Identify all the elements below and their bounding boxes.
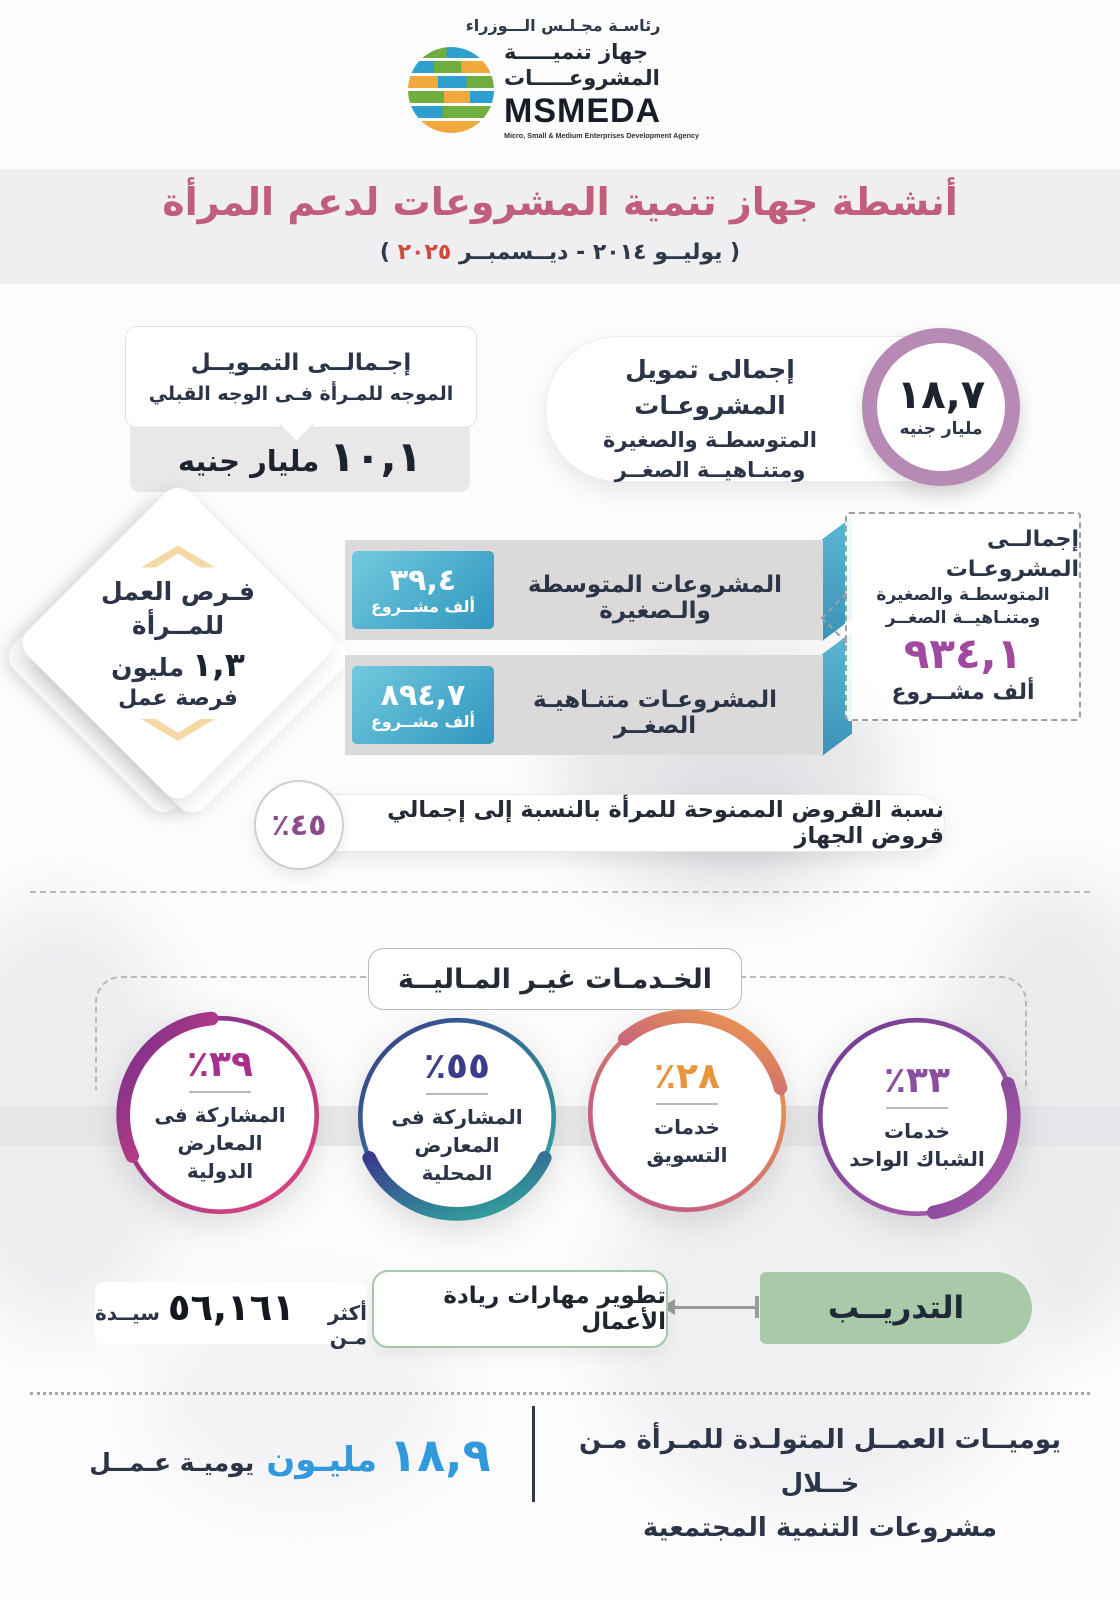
medium-small-label: المشروعات المتوسطة والـصغيرة [527,572,783,624]
service-gauge-marketing: ٢٨٪ خدمات التسويق [582,1008,792,1218]
divider [656,1103,718,1105]
micro-value-box: ٨٩٤,٧ ألف مشــروع [352,666,494,744]
total-funding-unit: مليار جنيه [899,419,983,439]
brand-subtitle: Micro, Small & Medium Enterprises Development Agency [504,131,700,141]
loans-ratio-badge [254,780,344,870]
total-projects-value: ٩٣٤,١ [903,629,1023,679]
dotted-separator [30,1392,1090,1395]
gov-line: رئاسـة مجـلـس الـــوزراء [465,16,661,35]
workdays-amount: ١٨,٩ [389,1428,491,1482]
training-skill-box: تطوير مهارات ريادة الأعمال [372,1270,668,1348]
upper-egypt-unit: مليار جنيه [177,444,320,478]
service-pct: ٢٨٪ [654,1055,720,1097]
vertical-divider [532,1406,535,1502]
medium-small-value-box: ٣٩,٤ ألف مشــروع [352,551,494,629]
upper-egypt-amount: ١٠,١ [329,432,423,481]
upper-egypt-value [130,432,470,481]
loans-ratio-bar [300,794,945,852]
arrow-line [674,1306,758,1309]
workdays-description: يوميــات العمــل المتولـدة للمـرأة مـن خــلال مشروعات التنمية المجتمعية [579,1425,1061,1544]
brand-name: MSMEDA [504,91,662,130]
jobs-value: ١,٣ مليون [111,644,245,684]
micro-label: المشروعـات متنـاهيـة الصغــر [533,687,777,739]
agency-name-line1: جهاز تنميـــــة [504,40,649,64]
service-pct: ٣٩٪ [187,1043,253,1085]
divider [189,1091,251,1093]
total-funding-value: ١٨,٧ [896,372,986,418]
date-year: ٢٠٢٥ [397,240,452,265]
page-title: أنشطة جهاز تنمية المشروعات لدعم المرأة [162,180,958,224]
msmeda-logo [408,16,718,140]
workdays-value: ١٨,٩ مليـون يوميـة عـمــل [89,1428,491,1482]
service-gauge-international-exhibitions: ٣٩٪ المشاركة فى المعارض الدولية [115,1010,325,1220]
women-count-value: ٥٦,١٦١ [167,1286,295,1329]
training-pill [760,1272,1032,1344]
service-gauge-local-exhibitions: ٥٥٪ المشاركة فى المعارض المحلية [352,1012,562,1222]
jobs-diamond-content: فـرص العمل للمــرأة ١,٣ مليون فرصة عمل [58,528,298,758]
service-pct: ٣٣٪ [884,1059,950,1101]
services-header: الخـدمـات غيـر المـاليــة [368,948,742,1010]
globe-logo-icon [408,47,494,133]
service-pct: ٥٥٪ [424,1045,490,1087]
upper-egypt-funding-card: إجـمالــى التمـويــل الموجه للمـرأة فـى الوجه القبلي [125,326,477,428]
divider [426,1093,488,1095]
total-funding-text: إجمالى تمويل المشروعـات المتوسطـة والصغيرة ومتنـاهيــة الصغــر [603,355,817,482]
loans-ratio-value: ٤٥٪ [271,807,327,843]
trained-women-count: أكثر مـن ٥٦,١٦١ سيــدة [95,1282,367,1344]
chevron-down-icon [141,719,215,741]
date-range: ( يوليــو ٢٠١٤ - ديــسمبــر ٢٠٢٥ ) [379,240,741,265]
training-title: التدريــب [827,1290,965,1326]
total-funding-value-badge [862,328,1020,486]
total-projects-box: إجمالــى المشروعـات المتوسطـة والصغيرة ومتنـاهيــة الصغــر ٩٣٤,١ ألف مشــروع [845,512,1081,721]
chevron-up-icon [141,546,215,568]
dashed-separator [30,891,1090,893]
loans-ratio-label: نسبة القروض الممنوحة للمرأة بالنسبة إلى إجمالي قروض الجهاز [387,797,944,849]
service-gauge-one-stop-shop: ٣٣٪ خدمات الشباك الواحد [812,1012,1022,1222]
divider [886,1107,948,1109]
agency-name-line2: المشروعـــــات [504,66,660,91]
total-projects-unit: ألف مشــروع [891,680,1035,706]
